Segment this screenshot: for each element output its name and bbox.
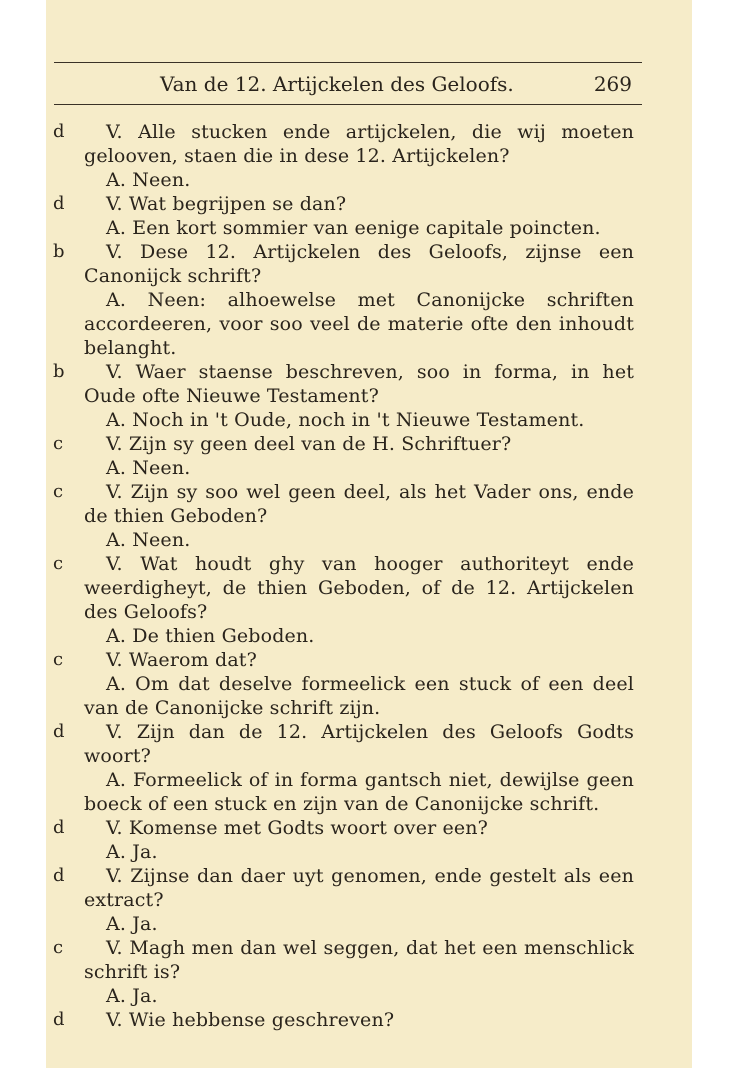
entry-text: A. Neen.	[106, 169, 191, 191]
entry-text: V. Dese 12. Artijckelen des Geloofs, zijnse een Canonijck schrift?	[84, 241, 634, 287]
entry-text: V. Wie hebbense geschreven?	[106, 1009, 395, 1031]
entry-text: A. Ja.	[106, 985, 158, 1007]
answer-entry	[48, 624, 648, 648]
entry-text: A. Om dat deselve formeelick een stuck of een deel van de Canonijcke schrift zijn.	[84, 673, 634, 719]
entry-text: V. Zijn sy soo wel geen deel, als het Vader ons, ende de thien Geboden?	[84, 481, 634, 527]
question-entry	[48, 120, 648, 168]
margin-mark: c	[53, 937, 64, 958]
entry-text: V. Wat houdt ghy van hooger authoriteyt ende weerdigheyt, de thien Geboden, of de 12. Artijckelen des Geloofs?	[84, 553, 634, 623]
question-entry	[48, 1008, 648, 1032]
answer-entry	[48, 672, 648, 720]
answer-entry	[48, 168, 648, 192]
question-entry	[48, 552, 648, 624]
question-entry	[48, 816, 648, 840]
margin-mark: d	[53, 121, 65, 142]
margin-mark: d	[53, 193, 65, 214]
answer-entry	[48, 912, 648, 936]
entry-text: A. Neen.	[106, 529, 191, 551]
entry-text: V. Waerom dat?	[106, 649, 257, 671]
running-header	[54, 68, 642, 100]
running-title: Van de 12. Artijckelen des Geloofs.	[160, 72, 514, 96]
question-entry	[48, 720, 648, 768]
margin-mark: d	[53, 817, 65, 838]
catechism-body	[48, 120, 648, 1032]
answer-entry	[48, 840, 648, 864]
margin-mark: d	[53, 721, 65, 742]
answer-entry	[48, 288, 648, 360]
question-entry	[48, 480, 648, 528]
entry-text: A. Formeelick of in forma gantsch niet, dewijlse geen boeck of een stuck en zijn van de Canonijcke schrift.	[84, 769, 634, 815]
margin-mark: c	[53, 433, 64, 454]
margin-mark: c	[53, 481, 64, 502]
answer-entry	[48, 768, 648, 816]
question-entry	[48, 360, 648, 408]
entry-text: A. Ja.	[106, 913, 158, 935]
entry-text: V. Magh men dan wel seggen, dat het een menschlick schrift is?	[84, 937, 634, 983]
entry-text: A. Een kort sommier van eenige capitale poincten.	[106, 217, 601, 239]
header-rule-bottom	[54, 104, 642, 105]
question-entry	[48, 864, 648, 912]
entry-text: V. Komense met Godts woort over een?	[106, 817, 489, 839]
margin-mark: d	[53, 1009, 65, 1030]
entry-text: A. De thien Geboden.	[106, 625, 315, 647]
entry-text: A. Neen.	[106, 457, 191, 479]
answer-entry	[48, 456, 648, 480]
header-rule-top	[54, 62, 642, 63]
question-entry	[48, 240, 648, 288]
margin-mark: c	[53, 553, 64, 574]
margin-mark: b	[53, 361, 65, 382]
entry-text: V. Wat begrijpen se dan?	[106, 193, 347, 215]
answer-entry	[48, 408, 648, 432]
entry-text: A. Neen: alhoewelse met Canonijcke schriften accordeeren, voor soo veel de materie ofte den inhoudt belanght.	[84, 289, 634, 359]
margin-mark: b	[53, 241, 65, 262]
margin-mark: d	[53, 865, 65, 886]
margin-mark: c	[53, 649, 64, 670]
entry-text: V. Zijn sy geen deel van de H. Schriftuer?	[106, 433, 512, 455]
answer-entry	[48, 528, 648, 552]
page-number: 269	[593, 72, 632, 96]
entry-text: V. Waer staense beschreven, soo in forma, in het Oude ofte Nieuwe Testament?	[84, 361, 634, 407]
question-entry	[48, 192, 648, 216]
question-entry	[48, 936, 648, 984]
question-entry	[48, 648, 648, 672]
entry-text: V. Zijn dan de 12. Artijckelen des Geloofs Godts woort?	[84, 721, 634, 767]
answer-entry	[48, 984, 648, 1008]
entry-text: V. Alle stucken ende artijckelen, die wij moeten gelooven, staen die in dese 12. Artijckelen?	[84, 121, 634, 167]
entry-text: A. Noch in 't Oude, noch in 't Nieuwe Testament.	[106, 409, 585, 431]
entry-text: V. Zijnse dan daer uyt genomen, ende gestelt als een extract?	[84, 865, 634, 911]
entry-text: A. Ja.	[106, 841, 158, 863]
question-entry	[48, 432, 648, 456]
answer-entry	[48, 216, 648, 240]
